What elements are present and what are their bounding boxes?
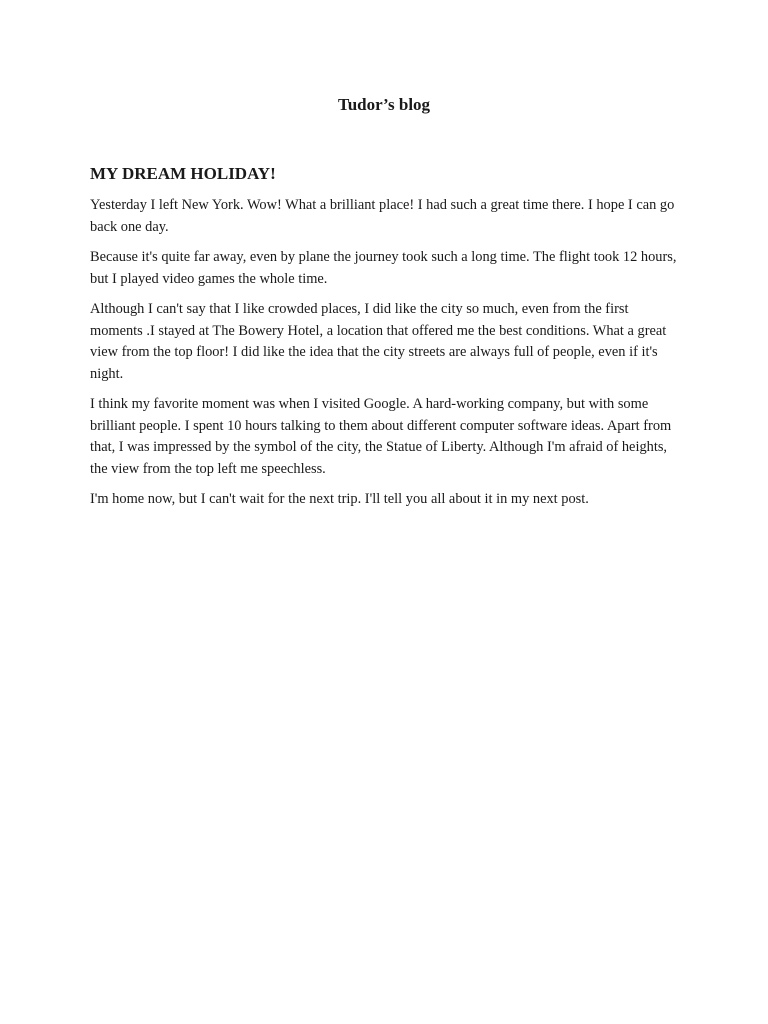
post-paragraph-2: Because it's quite far away, even by plane the journey took such a long time. The flight took 12 hours, but I played video games the whole time. <box>90 249 677 287</box>
post-paragraph-4: I think my favorite moment was when I visited Google. A hard-working company, but with some brilliant people. I spent 10 hours talking to them about different computer software ideas. Apart from that, I was impressed by the symbol of the city, the Statue of Liberty. Although I'm afraid of heights, the view from the top left me speechless. <box>90 396 672 477</box>
post-paragraph-1: Yesterday I left New York. Wow! What a brilliant place! I had such a great time there. I hope I can go back one day. <box>90 197 675 235</box>
blog-title: Tudor’s blog <box>337 95 431 114</box>
post-paragraph-3: Although I can't say that I like crowded places, I did like the city so much, even from the first moments .I stayed at The Bowery Hotel, a location that offered me the best conditions. What a great view from the top floor! I did like the idea that the city streets are always full of people, even if it's night. <box>90 301 667 382</box>
blog-post <box>90 163 678 520</box>
post-paragraph-5: I'm home now, but I can't wait for the next trip. I'll tell you all about it in my next post. <box>90 491 589 507</box>
post-heading: MY DREAM HOLIDAY! <box>90 164 276 183</box>
